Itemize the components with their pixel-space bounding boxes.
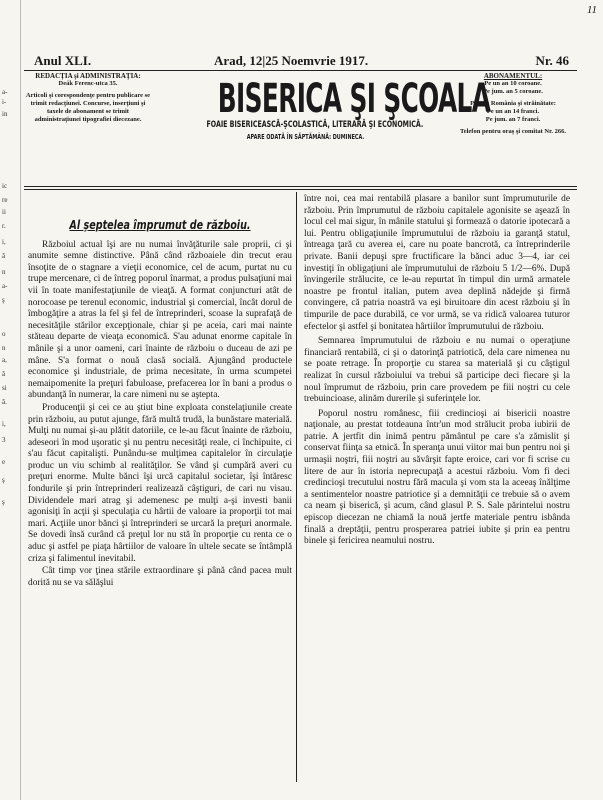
margin-fragment: ic [2,182,8,190]
margin-fragment: i, [2,238,6,246]
margin-fragment: ş [2,498,5,506]
header-divider [24,186,577,187]
dateline: Arad, 12|25 Noemvrie 1917. [214,53,369,68]
volume-label: Anul XLI. [34,53,92,68]
article-title: Al şeptelea împrumut de războiu. [69,218,251,232]
abroad-title: Pentru România şi străinătate: [470,100,556,107]
phone-number: Telefon pentru oraş şi comitat Nr. 266. [459,128,567,135]
margin-fragment: i- [2,98,7,106]
editorial-box [24,72,152,182]
margin-fragment: ş [2,476,5,484]
issue-number: Nr. 46 [535,53,569,68]
margin-fragment: a- [2,88,8,96]
abroad-half: Pe jum. an 7 franci. [485,116,541,123]
subscription-year: Pe un an 10 coroane. [484,80,542,87]
masthead-subtitle: FOAIE BISERICEASCĂ-ŞCOLASTICĂ, LITERARĂ ŞI ECONOMICĂ. [206,120,424,130]
subscription-half: Pe jum. an 5 coroane. [483,88,543,95]
left-column [28,194,292,589]
editorial-title: REDACŢIA şi ADMINISTRAŢIA: [35,72,141,80]
right-column [304,194,570,548]
margin-fragment: ă [2,370,6,378]
page-number-mark: 11 [586,4,597,16]
masthead-title: BISERICA ŞI ŞCOALA [217,76,491,122]
margin-fragment: ă. [2,398,7,406]
masthead-frequency: APARE ODATĂ ÎN SĂPTĂMÂNĂ: DUMINECA. [246,133,365,141]
abroad-year: Pe un an 14 franci. [486,108,540,115]
article-paragraph: Poporul nostru românesc, fiii credincioşi ai bisericii noastre naţionale, au prestat totdeauna într'un mod strălucit proba iubirii de patrie. A jertfit din inimă pentru pământul pe care s'a zămislit şi conservat fiinţa sa etnică. În speranţa unui viitor mai bun pentru noi şi urmaşii noştri, fiii noştri au săvârşit fapte eroice, cari vor fi scrise cu litere de aur în istoria neprecupaţă a acestui războiu. Vom fi deci credincioşi trecutului nostru fără macula şi vom sta la aceeaş înălţime a sentimentelor noastre patriotice şi a demnităţii ce trebuie să o avem ca neam şi biserică, şi acum, când glasul P. S. Sale părintelui nostru episcop diecezan ne chiamă la nouă jertfe materiale pentru isbânda finală a dreptăţii, pentru prosperarea patriei iubite şi prin ea pentru binele şi fericirea neamului nostru. [304,408,570,547]
subscription-box [452,72,574,182]
left-margin-strip [0,0,21,800]
masthead [164,74,491,184]
article-paragraph: Cât timp vor ţinea stările extraordinare şi până când pacea mult dorită nu se va sălăşlui [28,566,292,588]
margin-fragment: ş [2,296,5,304]
margin-fragment: in [2,110,8,118]
header-line [24,52,577,71]
margin-fragment: o [2,330,6,338]
margin-fragment: a- [2,282,8,290]
subscription-title: ABONAMENTUL: [483,72,543,80]
margin-fragment: e [2,458,6,466]
margin-fragment: re [2,196,8,204]
margin-fragment: ii [2,208,6,216]
editorial-address: Deák Ferenc-utca 35. [58,80,118,87]
editorial-notes: Articoli şi corespondenţe pentru publicare se trimit redacţiunei. Concurse, inserţiuni şi taxele de abonament se trimit administraţiunei tipografiei diecezane. [25,92,151,123]
margin-fragment: i, [2,420,6,428]
margin-fragment: n [2,344,6,352]
article-paragraph: Producenţii şi cei ce au ştiut bine exploata constelaţiunile create prin războiu, au putut ajunge, fără multă trudă, la bunăstare materială. Mulţi nu numai şi-au plătit datoriile, ce le-au făcut înainte de războiu, adeseori în mod uşoratic şi nu pentru necesităţi reale, ci închipuite, ci s'au făcut capitalişti. Punându-se mulţimea capitalelor în circulaţie produc un viu schimb al realităţilor. Se vând şi cumpără averi cu preţuri enorme. Multe bănci îşi urcă capitalul societar, îşi întăresc fondurile şi prin întreprinderi realizează câştiguri, de cari nu visau. Dividendele mari atrag şi ademenesc pe mulţi a-şi investi banii agonisiţi în acţii şi speculaţia cu hârtii de valoare ia proporţii tot mai mari. Acţiile unor bănci şi întreprinderi se urcară la preţuri anormale. Se dovedi însă curând că preţul lor nu stă în proporţie cu renta ce o aduc şi astfel pe piaţa hârtiilor de valoare în ultele secate se întâmplă criza şi falimentul inevitabil. [28,402,292,564]
margin-fragment: ă [2,252,6,260]
margin-fragment: a, [2,356,7,364]
article-paragraph: între noi, cea mai rentabilă plasare a banilor sunt împrumuturile de războiu. Prin împrumutul de războiu capitalele agonisite se aşează în locul cel mai sigur, în mânile statului şi formează o datorie ipotecară a lui. Pentru obligaţiunile împrumutului de războiu ia garanţă statul, întreaga ţară cu averea ei, care nu poate bancrotă, ca întreprinderile private. Banii depuşi spre fructificare la bănci aduc 3—4, iar cei investiţi în obligaţiuni ale împrumutului de războiu 5 1/2—6%. După învingerile strălucite, ce le-au repurtat în timpul din urmă armatele noastre pe frontul italian, putem avea deplină nădejde şi firmă convingere, că patria noastră va eşi biruitoare din acest războiu şi în timpurile de pace durabilă, ce vor urmă, se va ridică valoarea tuturor efectelor şi astfel şi bonitatea hârtiilor împrumutului de războiu. [304,194,570,332]
margin-fragment: r. [2,222,6,230]
header-divider-thin [24,189,577,190]
article-paragraph: Semnarea împrumutului de războiu e nu numai o operaţiune financiară rentabilă, ci şi o datorinţă patriotică, dela care nimenea nu se poate retrage. În proporţie cu starea sa materială şi cu câştigul realizat în cursul războiului va trebui să participe deci fiecare şi la noul împrumut de războiu, prin care provedem pe fiii noştri cu cele trebuincioase, alinăm durerile şi suferinţele lor. [304,336,570,405]
margin-fragment: si [2,384,7,392]
margin-fragment: 3 [2,436,6,444]
column-divider [296,192,297,782]
margin-fragment: n [2,268,6,276]
article-paragraph: Războiul actual îşi are nu numai învăţăturile sale proprii, ci şi anumite semne distinctive. Până când războaiele din trecut erau însoţite de o stagnare a vieţii economice, cel de acum, purtat nu cu trupe mercenare, ci de întreg poporul înarmat, a produs pulsaţiuni mai vii în toate manifestaţiunile de vieaţă. A format conjuncturi atât de norocoase pe terenul economic, industrial şi comercial, încât dorul de îmbogăţire a atras la fel şi fel de întreprinderi, scoase la suprafaţă de necesităţile stărilor excepţionale, chiar şi pe aceia, cari mai nainte stăteau departe de vieaţa economică. S'au adunat enorme capitale în mânile şi a unor oameni, cari înainte de războiu o duceau de azi pe mâne. S'a format o nouă clasă socială. Ajungând productele economice şi industriale, de prima necesitate, în urma scumpetei nemaipomenite la preţuri fabuloase, prefacerea lor în bani a produs o abundanţă în numerar, la care nimeni nu se aştepta. [28,239,292,401]
